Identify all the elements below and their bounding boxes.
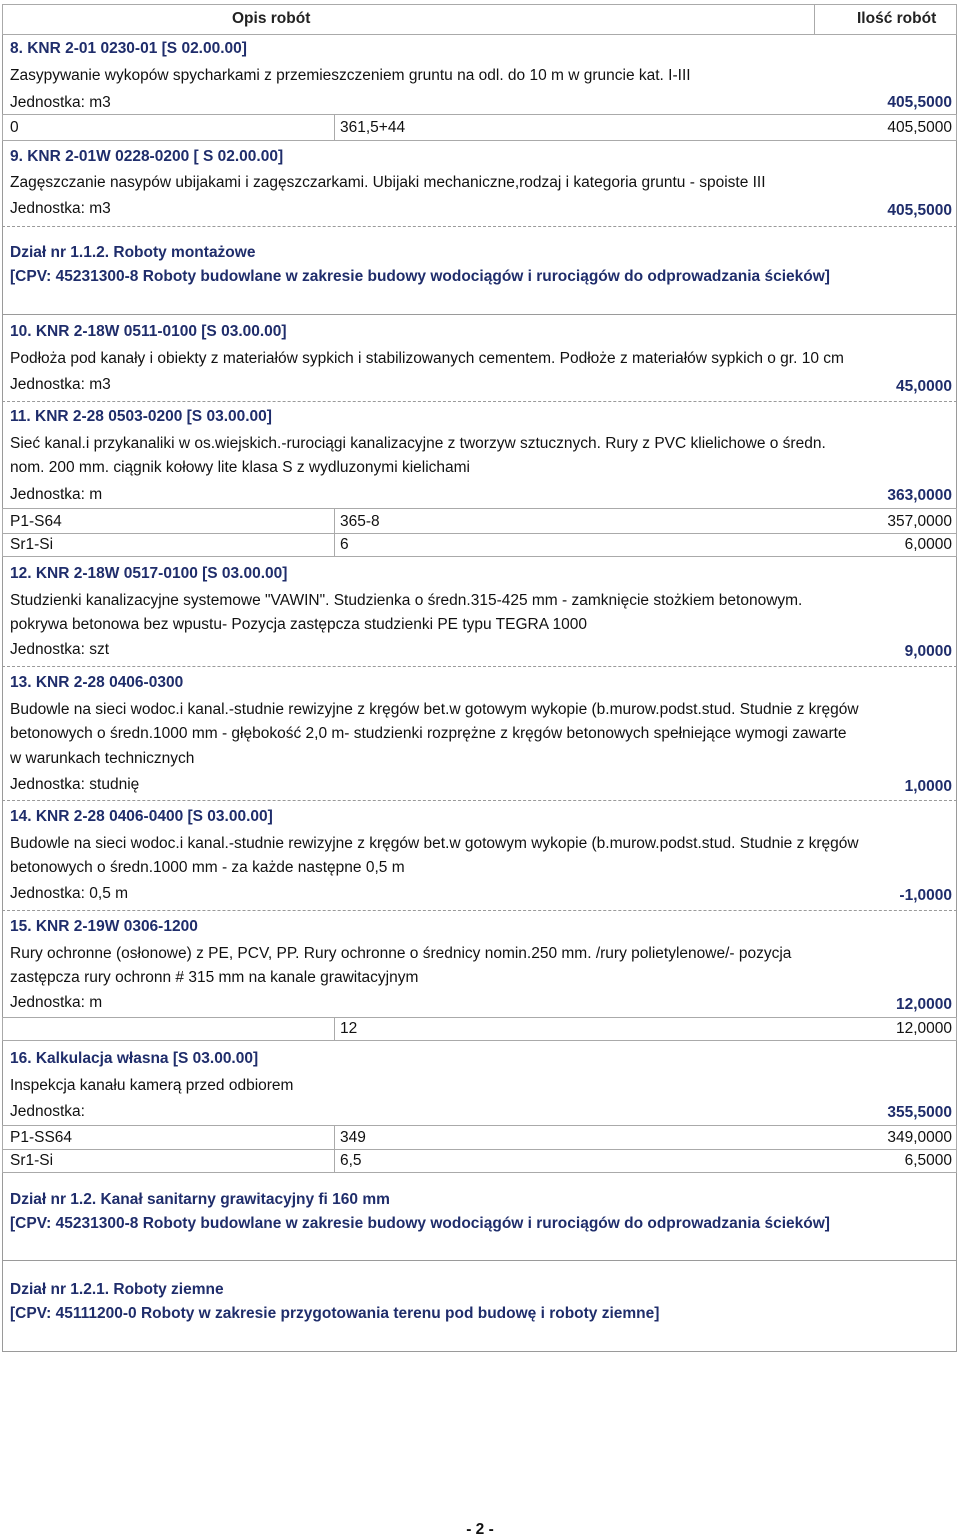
item-11-desc-line-1: Sieć kanal.i przykanaliki w os.wiejskich.-rurociągi kanalizacyjne z tworzyw sztucznych. Rury z PVC klielichowe o średn. [10,435,826,452]
item-15-row-1-label-cell [2,1017,335,1041]
item-15-desc-line-1: Rury ochronne (osłonowe) z PE, PCV, PP. Rury ochronne o średnicy nomin.250 mm. /rury polietylenowe/- pozycja [10,945,792,962]
item-15-title: 15. KNR 2-19W 0306-1200 [10,918,198,935]
header-description-cell [2,4,815,35]
item-10-desc-line-1: Podłoża pod kanały i obiekty z materiałów sypkich i stabilizowanych cementem. Podłoże z materiałów sypkich o gr. 10 cm [10,350,844,367]
item-11-row-2-value: 6,0000 [904,536,952,553]
item-13-desc-line-2: betonowych o średn.1000 mm - głębokość 2,0 m- studzienki rozprężne z kręgów betonowych spełniejące wymogi zawarte [10,725,847,742]
item-11-row-1-value: 357,0000 [887,513,952,530]
section-1-1-2-separator [2,314,957,315]
item-11-row-2-formula-cell [334,533,957,557]
item-11-qty: 363,0000 [887,487,952,504]
item-8-row-1-value: 405,5000 [887,119,952,136]
item-16-row-2-value: 6,5000 [904,1152,952,1169]
item-13-qty: 1,0000 [904,778,952,795]
item-15-unit: Jednostka: m [10,994,103,1011]
item-12-title: 12. KNR 2-18W 0517-0100 [S 03.00.00] [10,565,288,582]
item-15-qty: 12,0000 [895,996,952,1013]
item-11-row-1-formula-cell [334,508,957,534]
item-9-title: 9. KNR 2-01W 0228-0200 [ S 02.00.00] [10,148,284,165]
item-8-row-1-label-cell [2,114,335,141]
section-1-2-title: Dział nr 1.2. Kanał sanitarny grawitacyjny fi 160 mm [10,1191,390,1208]
section-1-1-2-title: Dział nr 1.1.2. Roboty montażowe [10,244,256,261]
item-10-separator [2,401,957,402]
item-8-row-1-formula: 361,5+44 [340,119,406,136]
item-16-row-1-value: 349,0000 [887,1129,952,1146]
item-9-unit: Jednostka: m3 [10,200,111,217]
section-1-2-separator [2,1260,957,1261]
item-8-unit: Jednostka: m3 [10,94,111,111]
item-11-title: 11. KNR 2-28 0503-0200 [S 03.00.00] [10,408,272,425]
item-8-qty: 405,5000 [887,94,952,111]
item-16-title: 16. Kalkulacja własna [S 03.00.00] [10,1050,259,1067]
section-1-1-2-cpv: [CPV: 45231300-8 Roboty budowlane w zakresie budowy wodociągów i rurociągów do odprowadzania ścieków] [10,268,830,285]
item-11-row-1-formula: 365-8 [340,513,380,530]
item-14-title: 14. KNR 2-28 0406-0400 [S 03.00.00] [10,808,273,825]
item-8-title: 8. KNR 2-01 0230-01 [S 02.00.00] [10,40,247,57]
item-14-desc-line-2: betonowych o średn.1000 mm - za każde następne 0,5 m [10,859,405,876]
item-8-desc-line-1: Zasypywanie wykopów spycharkami z przemieszczeniem gruntu na odl. do 10 m w gruncie kat. I-III [10,67,691,84]
item-16-qty: 355,5000 [887,1104,952,1121]
item-10-unit: Jednostka: m3 [10,376,111,393]
item-13-unit: Jednostka: studnię [10,776,140,793]
item-15-desc-line-2: zastępcza rury ochronn # 315 mm na kanale grawitacyjnym [10,969,419,986]
item-14-qty: -1,0000 [899,887,952,904]
item-9-desc-line-1: Zagęszczanie nasypów ubijakami i zagęszczarkami. Ubijaki mechaniczne,rodzaj i kategoria gruntu - spoiste III [10,174,766,191]
item-10-qty: 45,0000 [895,378,952,395]
item-16-row-1-formula: 349 [340,1129,366,1146]
section-1-2-cpv: [CPV: 45231300-8 Roboty budowlane w zakresie budowy wodociągów i rurociągów do odprowadzania ścieków] [10,1215,830,1232]
section-1-2-1-cpv: [CPV: 45111200-0 Roboty w zakresie przygotowania terenu pod budowę i roboty ziemne] [10,1305,660,1322]
item-9-qty: 405,5000 [887,202,952,219]
item-9-separator [2,226,957,227]
item-10-title: 10. KNR 2-18W 0511-0100 [S 03.00.00] [10,323,287,340]
item-13-separator [2,800,957,801]
item-16-unit: Jednostka: [10,1103,85,1120]
item-13-title: 13. KNR 2-28 0406-0300 [10,674,184,691]
page-number: - 2 - [466,1521,494,1538]
item-12-desc-line-1: Studzienki kanalizacyjne systemowe "VAWIN". Studzienka o średn.315-425 mm - zamknięcie stożkiem betonowym. [10,592,803,609]
item-16-row-2-formula-cell [334,1149,957,1173]
item-8-row-1-label: 0 [10,119,19,136]
item-8-row-1-formula-cell [334,114,957,141]
item-15-row-1-value: 12,0000 [895,1020,952,1037]
item-16-row-1-label: P1-SS64 [10,1129,73,1146]
item-15-row-1-formula: 12 [340,1020,358,1037]
section-1-2-1-title: Dział nr 1.2.1. Roboty ziemne [10,1281,224,1298]
item-12-desc-line-2: pokrywa betonowa bez wpustu- Pozycja zastępcza studzienki PE typu TEGRA 1000 [10,616,587,633]
item-11-row-1-label: P1-S64 [10,513,62,530]
item-14-desc-line-1: Budowle na sieci wodoc.i kanal.-studnie rewizyjne z kręgów bet.w gotowym wykopie (b.murow.podst.stud. Studnie z kręgów [10,835,859,852]
item-11-row-2-label: Sr1-Si [10,536,54,553]
item-14-separator [2,910,957,911]
item-11-desc-line-2: nom. 200 mm. ciągnik kołowy lite klasa S z wydluzonymi kielichami [10,459,470,476]
header-quantity-label: Ilość robót [857,10,937,27]
item-16-row-2-label: Sr1-Si [10,1152,54,1169]
item-14-unit: Jednostka: 0,5 m [10,885,129,902]
item-12-separator [2,666,957,667]
item-12-qty: 9,0000 [904,643,952,660]
item-11-row-2-formula: 6 [340,536,349,553]
item-13-desc-line-3: w warunkach technicznych [10,750,195,767]
item-13-desc-line-1: Budowle na sieci wodoc.i kanal.-studnie rewizyjne z kręgów bet.w gotowym wykopie (b.murow.podst.stud. Studnie z kręgów [10,701,859,718]
item-12-unit: Jednostka: szt [10,641,110,658]
item-16-row-2-formula: 6,5 [340,1152,362,1169]
header-description-label: Opis robót [232,10,311,27]
item-16-desc-line-1: Inspekcja kanału kamerą przed odbiorem [10,1077,294,1094]
item-11-unit: Jednostka: m [10,486,103,503]
item-15-row-1-formula-cell [334,1017,957,1041]
item-16-row-1-formula-cell [334,1125,957,1150]
